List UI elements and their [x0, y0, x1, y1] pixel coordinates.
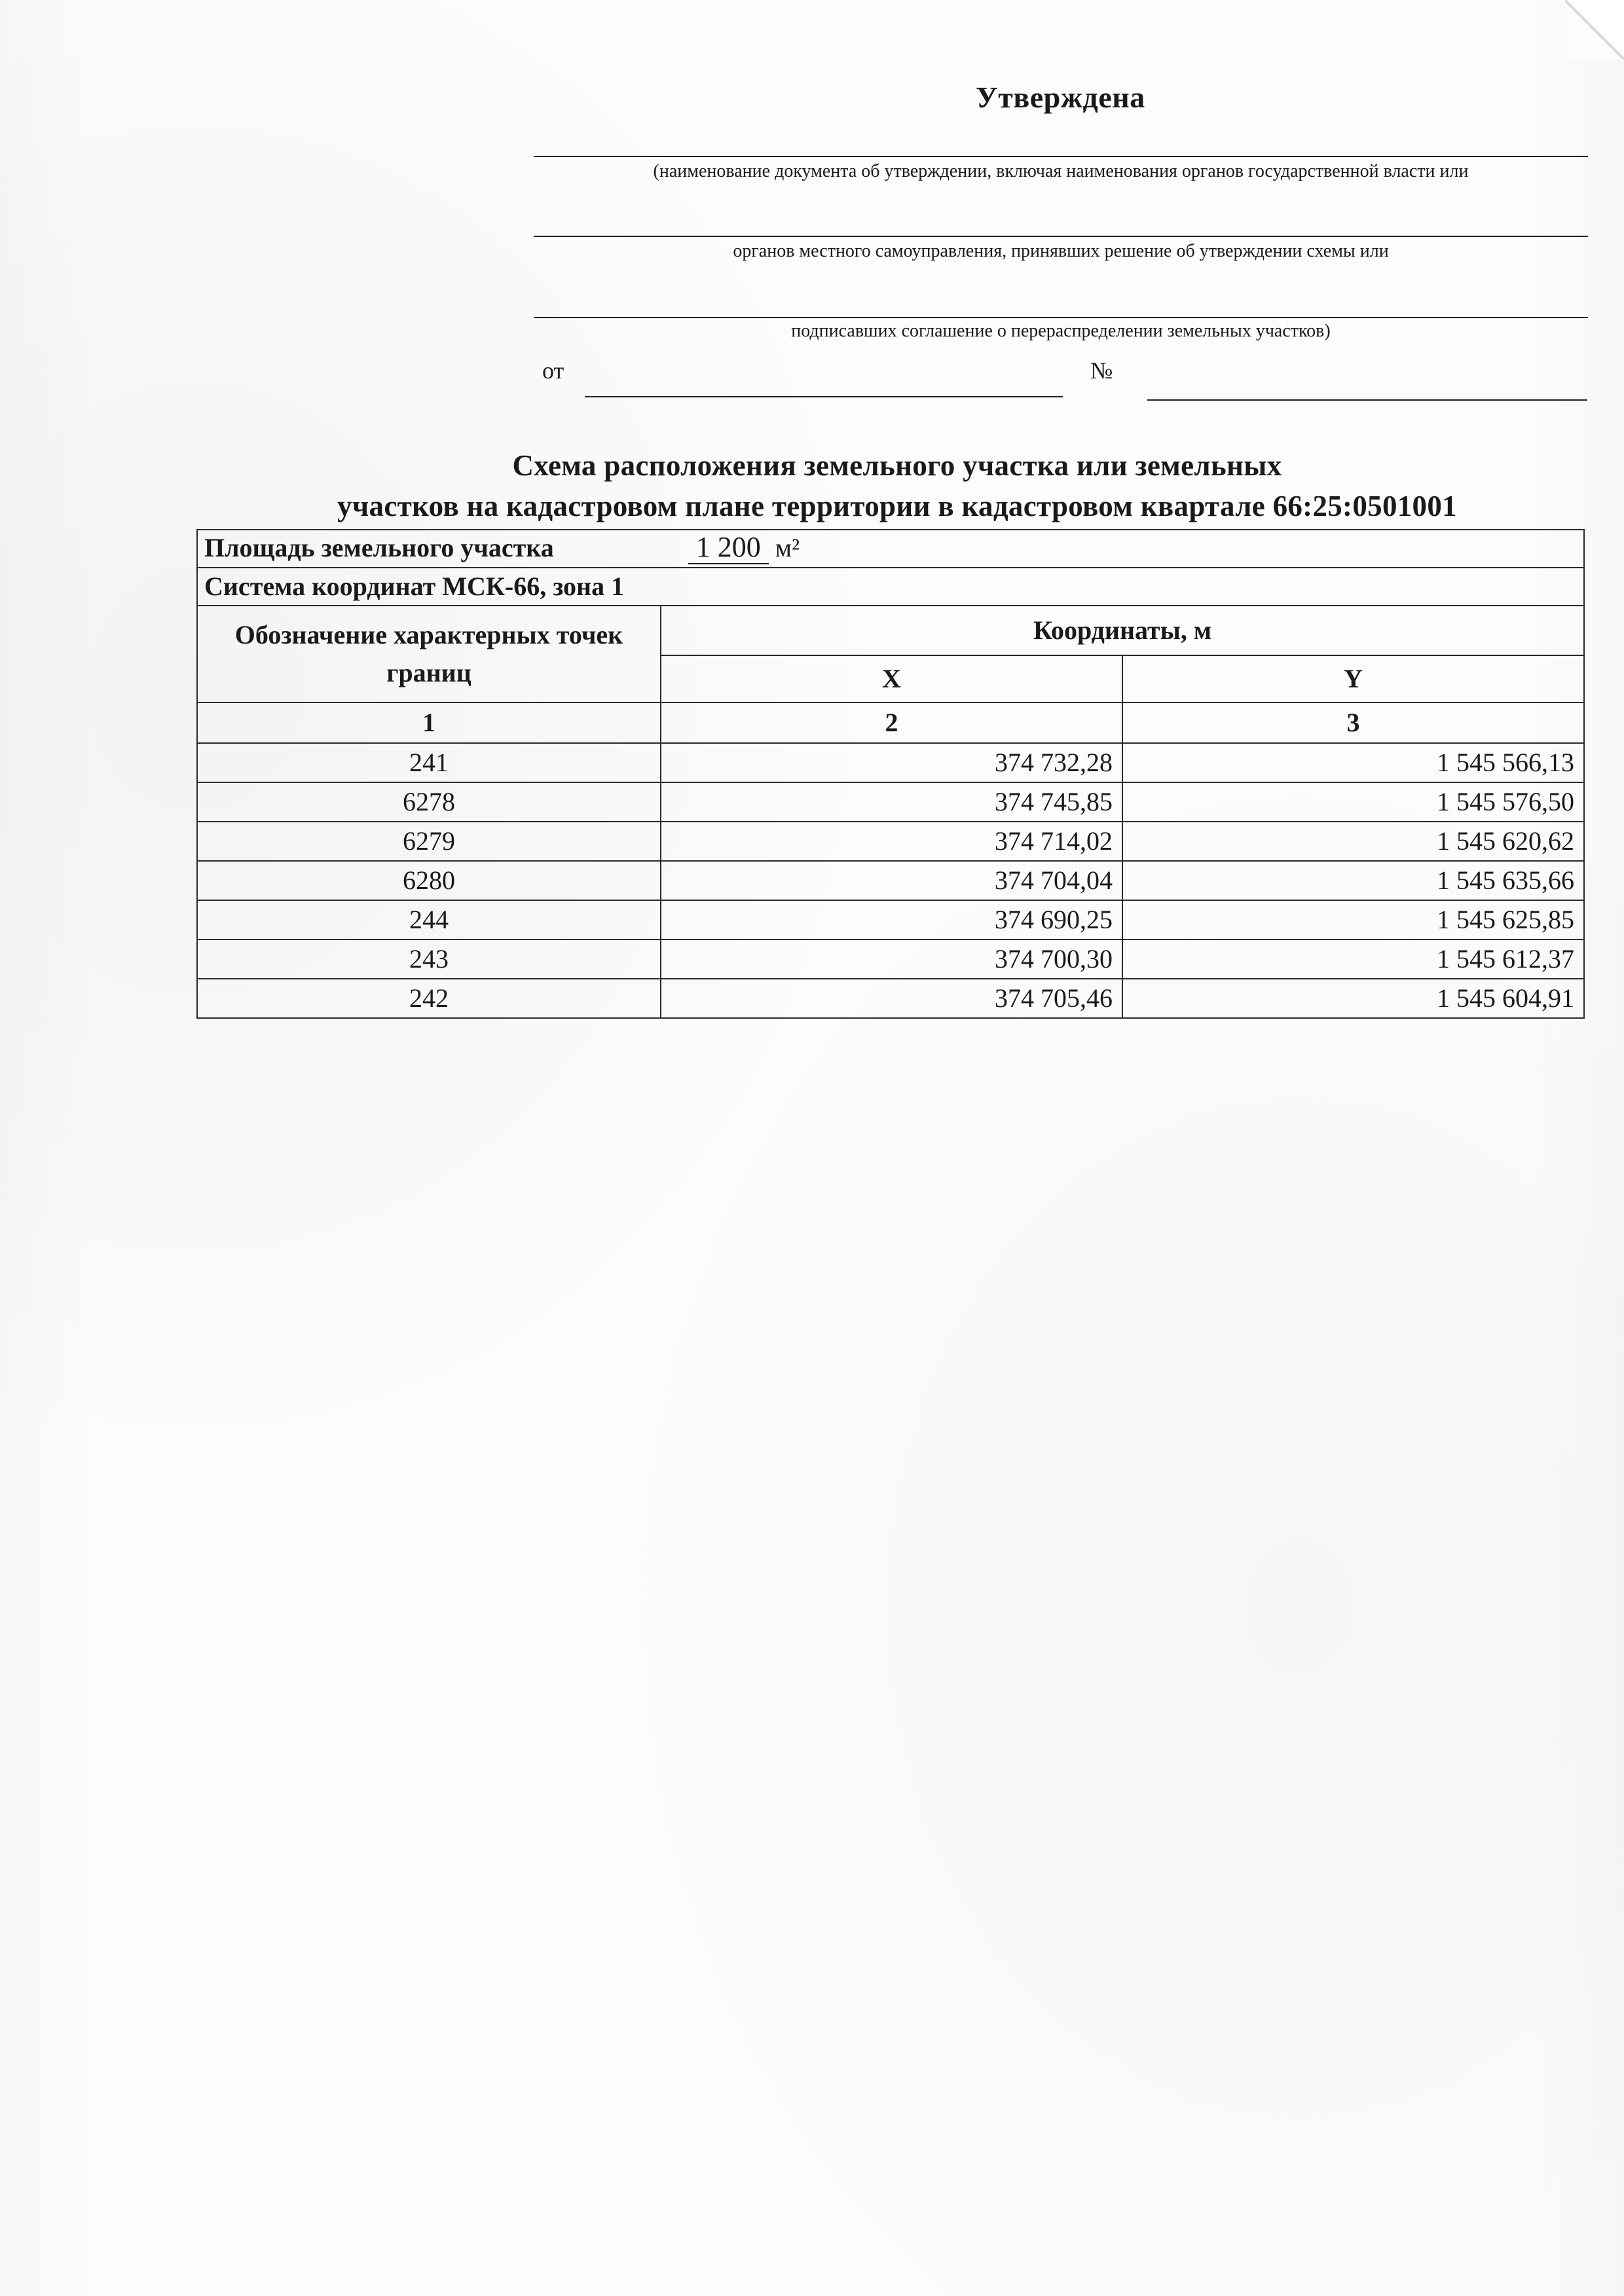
- area-cell: [197, 530, 1584, 568]
- header-row-1: [197, 606, 1584, 655]
- number-line: [1147, 399, 1587, 401]
- x-cell: 374 745,85: [661, 782, 1122, 822]
- coords-header: Координаты, м: [661, 606, 1584, 655]
- x-cell: 374 732,28: [661, 743, 1122, 782]
- approval-caption-2: органов местного самоуправления, принявших решение об утверждении схемы или: [733, 241, 1389, 261]
- approval-caption-3: подписавших соглашение о перераспределении земельных участков): [791, 321, 1331, 341]
- area-label: Площадь земельного участка: [204, 533, 554, 562]
- point-cell: 243: [197, 939, 661, 979]
- x-cell: 374 714,02: [661, 822, 1122, 861]
- y-cell: 1 545 625,85: [1122, 900, 1584, 939]
- point-cell: 6280: [197, 861, 661, 900]
- y-cell: 1 545 635,66: [1122, 861, 1584, 900]
- column-number-3: 3: [1122, 702, 1584, 743]
- table-row: [197, 822, 1584, 861]
- point-cell: 6278: [197, 782, 661, 822]
- point-cell: 241: [197, 743, 661, 782]
- y-cell: 1 545 612,37: [1122, 939, 1584, 979]
- y-cell: 1 545 604,91: [1122, 979, 1584, 1018]
- folded-corner: [1565, 0, 1624, 59]
- scheme-title-line-2: участков на кадастровом плане территории в кадастровом квартале 66:25:0501001: [337, 490, 1457, 522]
- approval-line-1: [534, 156, 1588, 157]
- table-row: [197, 939, 1584, 979]
- scheme-title: [196, 445, 1598, 526]
- table-row: [197, 743, 1584, 782]
- x-cell: 374 704,04: [661, 861, 1122, 900]
- approval-title: Утверждена: [976, 81, 1145, 114]
- column-number-1: 1: [197, 702, 661, 743]
- column-number-2: 2: [661, 702, 1122, 743]
- x-cell: 374 690,25: [661, 900, 1122, 939]
- table-row: [197, 979, 1584, 1018]
- area-row: [197, 530, 1584, 568]
- area-unit: м²: [775, 533, 800, 562]
- from-label: от: [542, 357, 564, 384]
- system-row: [197, 568, 1584, 606]
- coordinates-table: [196, 529, 1585, 1019]
- table-row: [197, 861, 1584, 900]
- coordinate-system-cell: Система координат МСК-66, зона 1: [197, 568, 1584, 606]
- y-cell: 1 545 576,50: [1122, 782, 1584, 822]
- x-cell: 374 700,30: [661, 939, 1122, 979]
- y-cell: 1 545 566,13: [1122, 743, 1584, 782]
- table-row: [197, 900, 1584, 939]
- y-header: Y: [1122, 655, 1584, 702]
- table-row: [197, 782, 1584, 822]
- x-cell: 374 705,46: [661, 979, 1122, 1018]
- date-line: [585, 396, 1063, 397]
- points-header: Обозначение характерных точек границ: [197, 606, 661, 702]
- x-header: X: [661, 655, 1122, 702]
- area-value: 1 200: [688, 533, 769, 564]
- number-label: №: [1090, 357, 1113, 384]
- point-cell: 6279: [197, 822, 661, 861]
- scheme-title-line-1: Схема расположения земельного участка или земельных: [512, 449, 1282, 482]
- y-cell: 1 545 620,62: [1122, 822, 1584, 861]
- column-number-row: [197, 702, 1584, 743]
- point-cell: 242: [197, 979, 661, 1018]
- approval-line-2: [534, 236, 1588, 237]
- point-cell: 244: [197, 900, 661, 939]
- approval-caption-1: (наименование документа об утверждении, включая наименования органов государственной власти или: [653, 161, 1469, 181]
- approval-line-3: [534, 317, 1588, 318]
